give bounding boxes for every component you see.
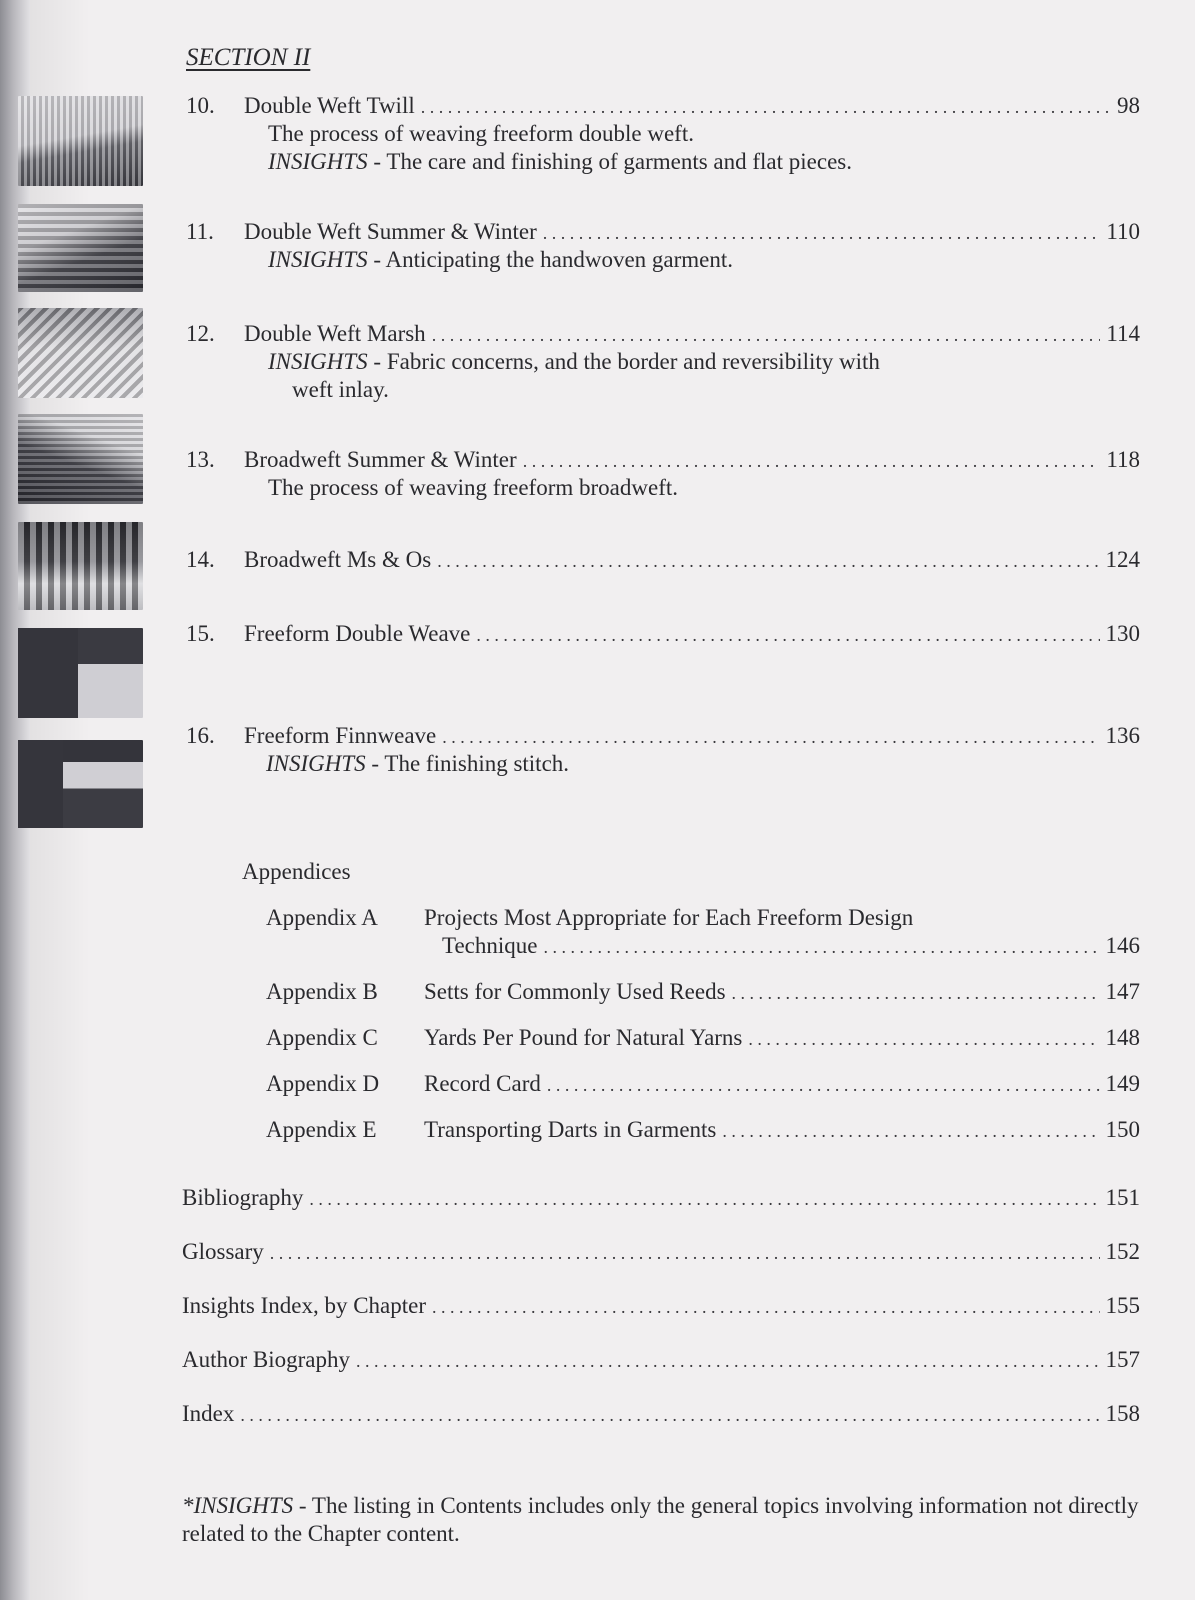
chapter-number: 12. [186, 321, 215, 346]
insights-label: INSIGHTS [268, 247, 368, 272]
appendices-heading: Appendices [242, 859, 351, 884]
chapter-title: Broadweft Ms & Os [244, 547, 432, 572]
toc-entry-appendix-a[interactable] [442, 932, 1140, 961]
page-number: 146 [1105, 933, 1140, 958]
swatch-freeform-finnweave [18, 740, 143, 828]
swatch-double-weft-marsh [18, 308, 143, 398]
appendix-title: Record Card [424, 1071, 541, 1096]
page-number: 118 [1106, 447, 1140, 472]
chapter-11-insights [268, 246, 733, 274]
dot-leader [432, 320, 1101, 349]
page-number: 136 [1105, 723, 1140, 748]
appendix-title: Yards Per Pound for Natural Yarns [424, 1025, 743, 1050]
appendix-label: Appendix C [266, 1025, 378, 1050]
chapter-10-insights [268, 148, 852, 176]
entry-title: Bibliography [182, 1185, 304, 1210]
toc-entry-appendix-e[interactable] [266, 1116, 1140, 1145]
insights-text: - Anticipating the handwoven garment. [367, 247, 734, 272]
footnote-text: - The listing in Contents includes only the general topics involving information not directly related to the Chapter content. [182, 1493, 1139, 1546]
entry-title: Insights Index, by Chapter [182, 1293, 427, 1318]
dot-leader [442, 722, 1099, 751]
chapter-number: 16. [186, 723, 215, 748]
chapter-title: Double Weft Twill [244, 93, 415, 118]
appendix-label: Appendix E [266, 1117, 377, 1142]
insights-label: INSIGHTS [268, 149, 368, 174]
page-number: 98 [1117, 93, 1140, 118]
dot-leader [309, 1184, 1099, 1213]
dot-leader [356, 1346, 1099, 1375]
appendix-title: Technique [442, 933, 538, 958]
chapter-number: 10. [186, 93, 215, 118]
page-number: 149 [1105, 1071, 1140, 1096]
page-number: 130 [1105, 621, 1140, 646]
dot-leader [270, 1238, 1100, 1267]
footnote-label: *INSIGHTS [182, 1493, 294, 1518]
page-number: 157 [1105, 1347, 1140, 1372]
dot-leader [523, 446, 1101, 475]
toc-entry-chapter-15[interactable] [186, 620, 1140, 649]
toc-entry-index[interactable] [182, 1400, 1140, 1429]
toc-entry-glossary[interactable] [182, 1238, 1140, 1267]
toc-entry-chapter-16[interactable] [186, 722, 1140, 751]
page-number: 150 [1105, 1117, 1140, 1142]
swatch-broadweft-summer-winter [18, 414, 143, 504]
toc-entry-insights-index[interactable] [182, 1292, 1140, 1321]
dot-leader [732, 978, 1100, 1007]
page-number: 158 [1105, 1401, 1140, 1426]
dot-leader [476, 620, 1099, 649]
appendix-label: Appendix D [266, 1071, 380, 1096]
chapter-16-insights [266, 750, 569, 778]
section-heading: SECTION II [186, 44, 311, 71]
chapter-title: Freeform Double Weave [244, 621, 471, 646]
page-number: 110 [1106, 219, 1140, 244]
dot-leader [547, 1070, 1100, 1099]
dot-leader [722, 1116, 1099, 1145]
entry-title: Author Biography [182, 1347, 351, 1372]
page-number: 155 [1105, 1293, 1140, 1318]
insights-label: INSIGHTS [266, 751, 366, 776]
dot-leader [543, 932, 1099, 961]
appendix-label: Appendix B [266, 979, 378, 1004]
appendix-title: Transporting Darts in Garments [424, 1117, 717, 1142]
toc-entry-bibliography[interactable] [182, 1184, 1140, 1213]
insights-label: INSIGHTS [268, 349, 368, 374]
insights-text: weft inlay. [292, 377, 389, 402]
chapter-12-insights [268, 348, 880, 376]
chapter-title: Double Weft Marsh [244, 321, 426, 346]
page-number: 124 [1105, 547, 1140, 572]
entry-title: Glossary [182, 1239, 264, 1264]
appendix-a-label: Appendix A [266, 905, 378, 930]
description-text: The process of weaving freeform double weft. [268, 121, 694, 146]
toc-entry-chapter-12[interactable] [186, 320, 1140, 349]
swatch-broadweft-ms-os [18, 522, 143, 610]
insights-text: - The finishing stitch. [365, 751, 570, 776]
appendix-title: Setts for Commonly Used Reeds [424, 979, 726, 1004]
page-number: 151 [1105, 1185, 1140, 1210]
dot-leader [748, 1024, 1099, 1053]
page-number: 152 [1105, 1239, 1140, 1264]
swatch-freeform-double-weave [18, 628, 143, 718]
entry-title: Index [182, 1401, 235, 1426]
chapter-title: Freeform Finnweave [244, 723, 437, 748]
insights-text: - Fabric concerns, and the border and reversibility with [367, 349, 880, 374]
description-text: The process of weaving freeform broadweft. [268, 475, 678, 500]
toc-entry-appendix-b[interactable] [266, 978, 1140, 1007]
toc-entry-chapter-10[interactable] [186, 92, 1140, 121]
chapter-number: 11. [186, 219, 214, 244]
chapter-12-insights-continued [292, 376, 389, 404]
page-number: 114 [1106, 321, 1140, 346]
dot-leader [432, 1292, 1099, 1321]
toc-entry-appendix-c[interactable] [266, 1024, 1140, 1053]
chapter-title: Broadweft Summer & Winter [244, 447, 517, 472]
chapter-number: 14. [186, 547, 215, 572]
swatch-double-weft-summer-winter [18, 204, 143, 292]
toc-entry-author-biography[interactable] [182, 1346, 1140, 1375]
chapter-10-description [268, 120, 694, 148]
page-number: 148 [1105, 1025, 1140, 1050]
chapter-13-description [268, 474, 678, 502]
dot-leader [240, 1400, 1099, 1429]
toc-entry-chapter-13[interactable] [186, 446, 1140, 475]
insights-footnote [182, 1492, 1140, 1548]
insights-text: - The care and finishing of garments and flat pieces. [367, 149, 852, 174]
dot-leader [437, 546, 1099, 575]
chapter-number: 15. [186, 621, 215, 646]
swatch-double-weft-twill [18, 96, 143, 186]
page-number: 147 [1105, 979, 1140, 1004]
dot-leader [421, 92, 1111, 121]
appendix-a-title-line1: Projects Most Appropriate for Each Freeform Design [424, 905, 914, 930]
dot-leader [543, 218, 1101, 247]
toc-entry-chapter-14[interactable] [186, 546, 1140, 575]
chapter-number: 13. [186, 447, 215, 472]
toc-entry-appendix-d[interactable] [266, 1070, 1140, 1099]
chapter-title: Double Weft Summer & Winter [244, 219, 537, 244]
toc-entry-chapter-11[interactable] [186, 218, 1140, 247]
